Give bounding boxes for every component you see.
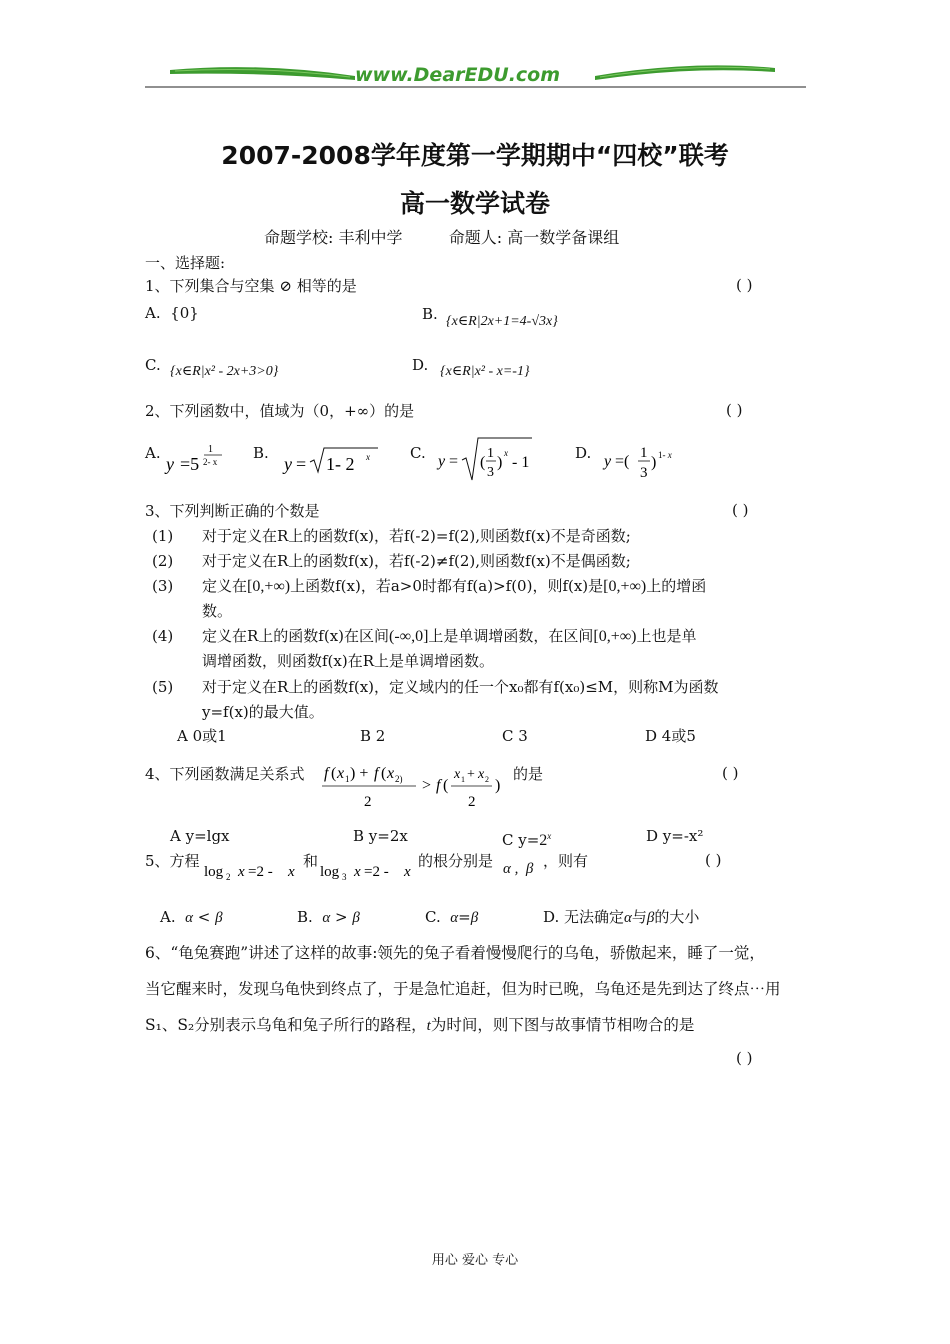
svg-text:3: 3 <box>640 465 648 481</box>
svg-text:2: 2 <box>468 794 476 810</box>
q3-item-4-text <box>202 626 697 647</box>
svg-text:f: f <box>436 777 441 794</box>
option-label: D. 无法确定 <box>543 908 625 926</box>
alpha-symbol: α , β <box>503 861 534 877</box>
q6-answer-blank: ( ) <box>736 1049 753 1067</box>
school-label: 命题学校: <box>264 228 334 247</box>
svg-text:x: x <box>238 864 245 880</box>
svg-text:=2 -: =2 - <box>364 864 389 880</box>
text-run: 上的增函 <box>646 577 707 595</box>
svg-text:y: y <box>284 454 292 474</box>
q3-item-3-text-line2: 数。 <box>202 602 233 620</box>
svg-text:3: 3 <box>487 465 494 480</box>
section-heading: 一、选择题: <box>145 254 226 272</box>
q2-option-c-formula <box>434 434 544 486</box>
svg-text:2): 2) <box>395 774 403 784</box>
svg-text:2- x: 2- x <box>203 457 218 467</box>
svg-text:(: ( <box>331 765 337 782</box>
exam-meta <box>264 228 619 248</box>
q2-option-d-label: D. <box>575 444 592 462</box>
q3-item-2-text: 对于定义在R上的函数f(x)，若f(-2)≠f(2),则函数f(x)不是偶函数; <box>202 552 631 570</box>
svg-text:=: = <box>449 453 459 470</box>
q5-stem-tail2: ，则有 <box>543 852 589 870</box>
option-label: A. <box>160 908 176 926</box>
q5-answer-blank: ( ) <box>705 851 722 869</box>
svg-text:x: x <box>478 767 485 782</box>
school-name: 丰利中学 <box>338 228 403 247</box>
svg-text:1: 1 <box>345 774 350 784</box>
q3-item-4-text-line2: 调增函数，则函数f(x)在R上是单调增函数。 <box>202 652 495 670</box>
text-run: 上是单调增函数，在区间 <box>428 627 594 645</box>
q2-option-a-formula <box>160 440 240 478</box>
svg-text:>: > <box>422 777 432 794</box>
q4-option-a: A y=lgx <box>170 827 230 845</box>
svg-text:f: f <box>374 765 379 782</box>
q1-option-c-math: {x∈R|x² - 2x+3>0} <box>170 364 279 379</box>
q3-item-5-num: (5) <box>152 678 174 696</box>
q2-answer-blank: ( ) <box>726 401 743 419</box>
svg-text:): ) <box>497 454 503 471</box>
svg-text:) +: ) + <box>350 765 369 782</box>
q3-option-a: A 0或1 <box>177 727 227 745</box>
q4-option-b: B y=2x <box>353 827 408 845</box>
q5-option-c: C. α=β <box>425 908 479 926</box>
option-label: B. <box>422 305 438 323</box>
empty-set-symbol: ⊘ <box>279 277 292 295</box>
question-3-stem: 3、下列判断正确的个数是 <box>145 502 320 520</box>
q3-item-3-text <box>202 576 706 597</box>
q5-option-b: B. α > β <box>297 908 360 926</box>
q2-option-c-label: C. <box>410 444 426 462</box>
svg-text:f: f <box>324 765 329 782</box>
q1-option-b <box>422 304 438 324</box>
text-run: 为时间，则下图与故事情节相吻合的是 <box>430 1016 695 1034</box>
svg-text:+: + <box>467 767 475 782</box>
q2-option-d-formula <box>600 434 690 486</box>
svg-text:x: x <box>354 864 361 880</box>
svg-text:x: x <box>288 864 295 880</box>
interval: [0,+∞) <box>603 578 647 595</box>
text-run: 定义在 <box>202 577 248 595</box>
option-text: {0} <box>170 304 199 322</box>
question-6-line-1: 6、“龟兔赛跑”讲述了这样的故事:领先的兔子看着慢慢爬行的乌龟，骄傲起来，睡了一觉， <box>145 944 765 962</box>
svg-text:log: log <box>204 864 224 880</box>
page-footer: 用心 爱心 专心 <box>431 1253 519 1268</box>
question-4-stem: 4、下列函数满足关系式 <box>145 765 305 783</box>
svg-text:3: 3 <box>342 872 347 882</box>
svg-text:(: ( <box>381 765 387 782</box>
svg-text:=(: =( <box>615 453 630 470</box>
question-1-stem <box>145 276 357 296</box>
svg-text:x: x <box>366 452 370 462</box>
q5-equation-1 <box>202 856 302 884</box>
option-label: C. <box>145 356 161 374</box>
q1-stem-text: 1、下列集合与空集 <box>145 277 275 295</box>
svg-text:1: 1 <box>461 775 465 784</box>
svg-text:(: ( <box>480 454 486 471</box>
q3-item-3-num: (3) <box>152 577 174 595</box>
q3-option-b: B 2 <box>360 727 386 745</box>
svg-text:=2 -: =2 - <box>248 864 273 880</box>
exam-title: 2007-2008学年度第一学期期中“四校”联考 <box>221 141 729 170</box>
exam-subtitle: 高一数学试卷 <box>399 189 550 218</box>
option-label: C. <box>425 908 441 926</box>
question-6-line-3 <box>145 1015 694 1036</box>
q3-item-2-num: (2) <box>152 552 174 570</box>
interval: (-∞,0] <box>389 628 429 645</box>
svg-text:x: x <box>404 864 411 880</box>
option-label: D. <box>412 356 429 374</box>
q2-option-b-label: B. <box>253 444 269 462</box>
interval: [0,+∞) <box>593 628 637 645</box>
text-run: 的大小 <box>654 908 700 926</box>
q4-option-c: C $y=2^x$ <box>502 831 552 849</box>
svg-text:x: x <box>504 448 508 458</box>
q5-stem-tail: 的根分别是 <box>418 852 494 870</box>
text-run: 与 <box>631 908 647 926</box>
option-text: C y= <box>502 831 540 849</box>
q4-answer-blank: ( ) <box>722 764 739 782</box>
q1-option-b-math: {x∈R|2x+1=4-√3x} <box>446 314 558 329</box>
text-run: 上函数f(x)，若a>0时都有f(a)>f(0)，则f(x)是 <box>290 577 604 595</box>
q5-option-a: A. α < β <box>160 908 223 926</box>
q3-item-1-text: 对于定义在R上的函数f(x)，若f(-2)=f(2),则函数f(x)不是奇函数; <box>202 527 631 545</box>
q1-option-d-math: {x∈R|x² - x=-1} <box>440 364 530 379</box>
q5-equation-2 <box>318 856 418 884</box>
option-label: A. <box>145 304 161 322</box>
question-2-stem: 2、下列函数中，值域为（0，+∞）的是 <box>145 402 415 420</box>
q1-option-a <box>145 303 199 323</box>
q5-option-d: D. 无法确定α与β的大小 <box>543 908 700 926</box>
q1-answer-blank: ( ) <box>736 276 753 294</box>
option-label: B. <box>297 908 313 926</box>
svg-text:1: 1 <box>208 444 213 455</box>
q3-item-4-num: (4) <box>152 627 174 645</box>
q3-answer-blank: ( ) <box>732 501 749 519</box>
svg-text:=5: =5 <box>180 454 200 474</box>
interval: [0,+∞) <box>247 578 291 595</box>
site-url-logo: www.DearEDU.com <box>355 64 561 86</box>
svg-text:1: 1 <box>487 446 494 461</box>
q1-option-d <box>412 355 428 375</box>
svg-text:y: y <box>166 454 174 474</box>
q3-item-5-text-line2: y=f(x)的最大值。 <box>202 703 324 721</box>
q3-option-c: C 3 <box>502 727 528 745</box>
svg-text:): ) <box>651 454 657 471</box>
q3-item-5-text: 对于定义在R上的函数f(x)，定义域内的任一个x₀都有f(x₀)≤M，则称M为函数 <box>202 678 719 696</box>
svg-text:y: y <box>438 453 446 470</box>
svg-text:(: ( <box>443 777 449 794</box>
svg-text:- 1: - 1 <box>512 454 530 471</box>
q4-stem-tail: 的是 <box>513 765 544 783</box>
svg-text:=: = <box>296 454 307 474</box>
svg-text:2: 2 <box>226 872 231 882</box>
svg-text:log: log <box>320 864 340 880</box>
author-label: 命题人: <box>448 228 503 247</box>
q4-inequality-formula <box>318 756 518 816</box>
q5-stem-mid: 和 <box>303 852 319 870</box>
text-run: 定义在R上的函数f(x)在区间 <box>202 627 390 645</box>
svg-text:y: y <box>604 453 612 470</box>
svg-text:x: x <box>454 767 461 782</box>
svg-text:2: 2 <box>485 775 489 784</box>
q1-stem-tail: 相等的是 <box>296 277 357 295</box>
q2-option-b-formula <box>280 440 390 478</box>
q1-option-c <box>145 355 161 375</box>
q4-option-d: D y=-x² <box>646 827 704 845</box>
question-6-line-2: 当它醒来时，发现乌龟快到终点了，于是急忙追赶，但为时已晚，乌龟还是先到达了终点⋯用 <box>145 980 781 998</box>
svg-text:1- 2: 1- 2 <box>326 454 355 474</box>
svg-text:1- x: 1- x <box>658 450 672 460</box>
svg-text:1: 1 <box>640 445 648 461</box>
svg-text:x: x <box>337 765 345 782</box>
svg-text:x: x <box>387 765 395 782</box>
text-run: S₁、S₂分别表示乌龟和兔子所行的路程， <box>145 1016 427 1034</box>
text-run: 上也是单 <box>636 627 697 645</box>
q2-option-a-label: A. <box>145 444 161 462</box>
q3-item-1-num: (1) <box>152 527 174 545</box>
variable-t: t <box>426 1018 431 1034</box>
svg-text:2: 2 <box>364 794 372 810</box>
q3-option-d: D 4或5 <box>645 727 696 745</box>
author-name: 高一数学备课组 <box>507 228 620 247</box>
question-5-stem: 5、方程 <box>145 852 200 870</box>
svg-text:): ) <box>495 777 501 794</box>
